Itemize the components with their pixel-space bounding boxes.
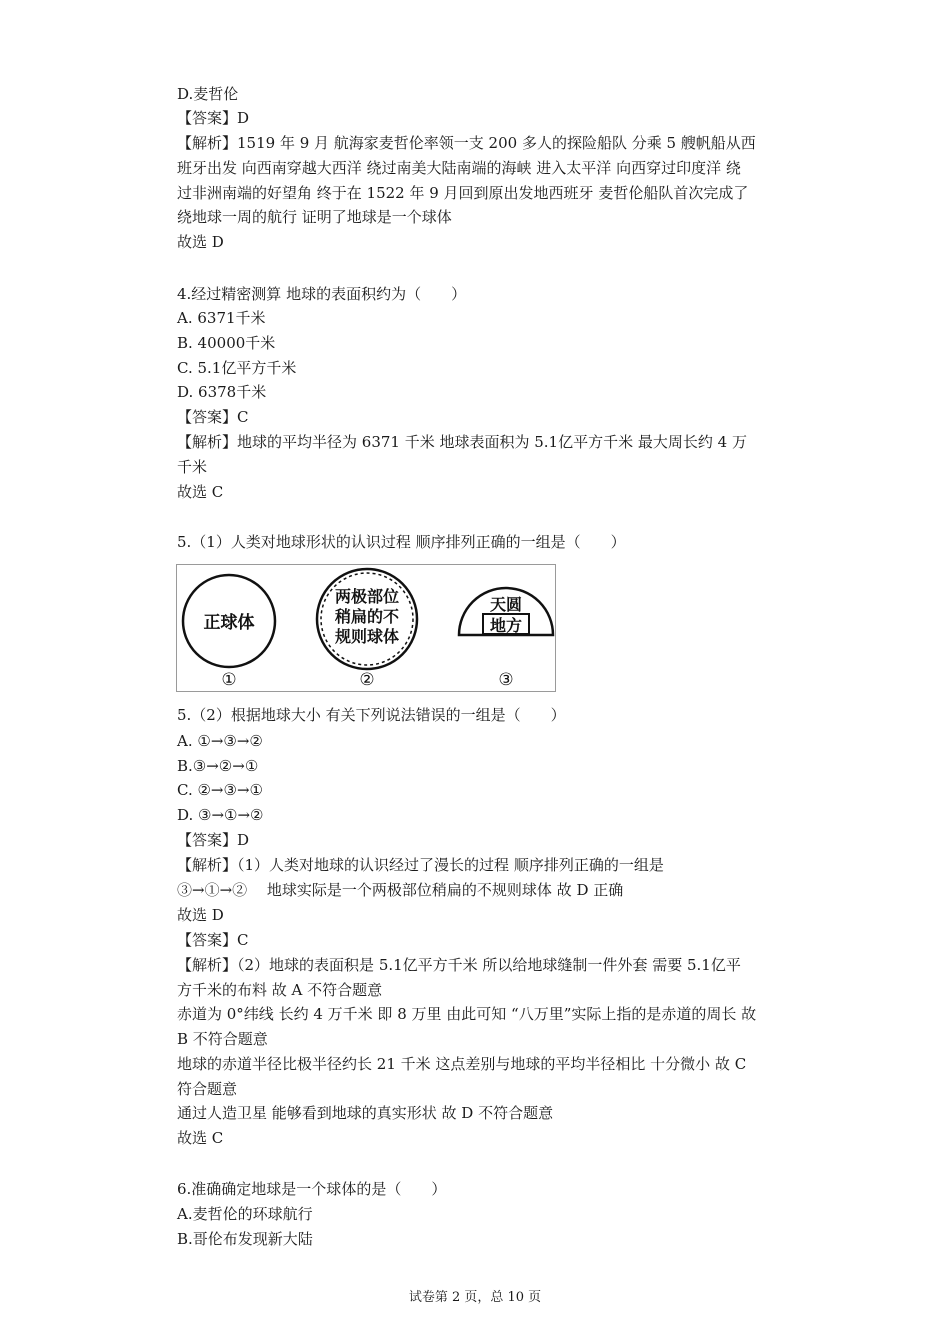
circle1-number: ①: [221, 670, 237, 690]
q4-option-c: C. 5.1亿平方千米: [177, 359, 297, 377]
circle-sphere: [183, 575, 275, 690]
question-5-part1: 5.（1）人类对地球形状的认识过程 顺序排列正确的一组是（ ）: [177, 533, 626, 551]
q5-option-b: B.③→②→①: [177, 757, 259, 775]
analysis-q5-2-line6: 符合题意: [177, 1080, 238, 1098]
q5-option-c: C. ②→③→①: [177, 781, 263, 799]
q6-option-b: B.哥伦布发现新大陆: [177, 1230, 313, 1248]
analysis-q3-line4: 绕地球一周的航行 证明了地球是一个球体: [177, 208, 452, 226]
earth-shape-figure: [176, 564, 556, 692]
analysis-q4-line2: 千米: [177, 458, 208, 476]
option-d-magellan: D.麦哲伦: [177, 85, 239, 103]
page-footer: 试卷第 2 页，总 10 页: [408, 1290, 542, 1305]
circle-irregular-sphere: [317, 569, 417, 690]
analysis-q5-2-line7: 通过人造卫星 能够看到地球的真实形状 故 D 不符合题意: [177, 1104, 554, 1122]
circle1-label: 正球体: [203, 613, 255, 633]
question-4: 4.经过精密测算 地球的表面积约为（ ）: [177, 285, 467, 303]
answer-q4: 【答案】C: [177, 408, 249, 426]
circle3-line1: 天圆: [489, 595, 523, 614]
analysis-q5-2-line3: 赤道为 0°纬线 长约 4 万千米 即 8 万里 由此可知 “八万里”实际上指的是赤道的周长 故: [177, 1005, 757, 1023]
analysis-q5-2-line4: B 不符合题意: [177, 1030, 268, 1048]
question-5-part2: 5.（2）根据地球大小 有关下列说法错误的一组是（ ）: [177, 706, 566, 724]
q6-option-a: A.麦哲伦的环球航行: [177, 1205, 313, 1223]
conclusion-q5-2: 故选 C: [177, 1129, 224, 1147]
analysis-q5-2-line2: 方千米的布料 故 A 不符合题意: [177, 981, 383, 999]
conclusion-q4: 故选 C: [177, 483, 224, 501]
answer-q5-2: 【答案】C: [177, 931, 249, 949]
question-6: 6.准确确定地球是一个球体的是（ ）: [177, 1180, 447, 1198]
circle3-line2: 地方: [489, 616, 523, 635]
analysis-q5-1-line2: ③→①→② 地球实际是一个两极部位稍扁的不规则球体 故 D 正确: [177, 881, 624, 899]
circle2-number: ②: [359, 670, 375, 690]
q5-option-a: A. ①→③→②: [177, 732, 263, 750]
q4-option-b: B. 40000千米: [177, 334, 276, 352]
analysis-q3-line1: 【解析】1519 年 9 月 航海家麦哲伦率领一支 200 多人的探险船队 分乘 5 艘帆船从西: [177, 134, 756, 152]
analysis-q4-line1: 【解析】地球的平均半径为 6371 千米 地球表面积为 5.1亿平方千米 最大周长约 4 万: [177, 433, 747, 451]
analysis-q3-line3: 过非洲南端的好望角 终于在 1522 年 9 月回到原出发地西班牙 麦哲伦船队首次完成了: [177, 184, 749, 202]
circle3-number: ③: [498, 670, 514, 690]
analysis-q3-line2: 班牙出发 向西南穿越大西洋 绕过南美大陆南端的海峡 进入太平洋 向西穿过印度洋 绕: [177, 159, 741, 177]
circle2-line1: 两极部位: [334, 587, 400, 606]
circle2-line2: 稍扁的不: [334, 607, 400, 626]
conclusion-q3: 故选 D: [177, 233, 224, 251]
answer-q3: 【答案】D: [177, 109, 250, 127]
analysis-q5-2-line5: 地球的赤道半径比极半径约长 21 千米 这点差别与地球的平均半径相比 十分微小 故 C: [177, 1055, 747, 1073]
q4-option-d: D. 6378千米: [177, 383, 267, 401]
q4-option-a: A. 6371千米: [177, 309, 266, 327]
half-circle-square-earth: [459, 588, 553, 690]
conclusion-q5-1: 故选 D: [177, 906, 224, 924]
q5-option-d: D. ③→①→②: [177, 806, 264, 824]
analysis-q5-1-line1: 【解析】（1）人类对地球的认识经过了漫长的过程 顺序排列正确的一组是: [177, 856, 664, 874]
answer-q5-1: 【答案】D: [177, 831, 250, 849]
analysis-q5-2-line1: 【解析】（2）地球的表面积是 5.1亿平方千米 所以给地球缝制一件外套 需要 5.1亿平: [177, 956, 741, 974]
circle2-line3: 规则球体: [334, 627, 400, 646]
